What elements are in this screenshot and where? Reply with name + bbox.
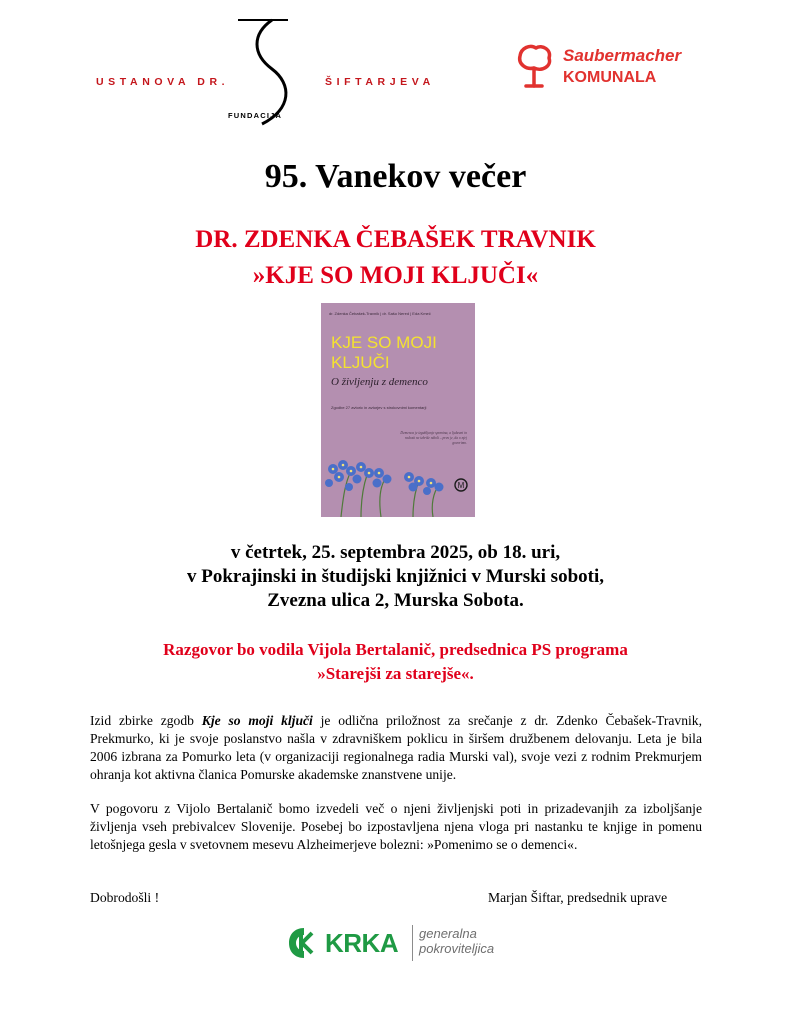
- ustanova-sub-text: FUNDACIJA: [228, 111, 283, 120]
- cover-quote: Demenca je izgubljanje spomina, a ljubezni in radosti ne izbriše nikoli – prav je, da o njej govorimo.: [400, 431, 467, 446]
- event-date: v četrtek, 25. septembra 2025, ob 18. uri,: [230, 542, 561, 563]
- krka-divider: [412, 925, 413, 961]
- event-title: 95. Vanekov večer: [264, 158, 527, 195]
- cover-authors: dr. Zdenka Čebašek-Travnik | dr. Sašo Nered | Eda Kmeč: [329, 311, 431, 316]
- saubermacher-sub: KOMUNALA: [563, 69, 657, 86]
- p1-intro: Izid zbirke zgodb: [90, 713, 202, 728]
- ustanova-j-mark-icon: [232, 14, 298, 126]
- krka-k-mark-icon: [288, 927, 320, 959]
- welcome-text: Dobrodošli !: [90, 890, 160, 905]
- saubermacher-logo: [512, 40, 712, 96]
- ustanova-logo: [92, 14, 482, 126]
- moderator-line2: »Starejši za starejše«.: [317, 664, 474, 683]
- cover-tagline: Zgodbe 27 avtoric in avtorjev s strokovnimi komentarji: [331, 405, 427, 410]
- moderator-info: [0, 638, 791, 686]
- body-paragraph-1: [90, 712, 702, 784]
- cover-title-line1: KJE SO MOJI: [331, 333, 437, 352]
- event-info: [0, 541, 791, 613]
- event-address: Zvezna ulica 2, Murska Sobota.: [267, 590, 524, 611]
- moderator-line1: Razgovor bo vodila Vijola Bertalanič, predsednica PS programa: [163, 640, 628, 659]
- ustanova-left-text: USTANOVA DR.: [96, 76, 230, 88]
- book-title: »KJE SO MOJI KLJUČI«: [252, 262, 539, 289]
- krka-sponsor-line2: pokroviteljica: [419, 941, 495, 956]
- ustanova-right-text: ŠIFTARJEVA: [325, 76, 435, 88]
- signature: Marjan Šiftar, predsednik uprave: [488, 890, 668, 905]
- publisher-mark: M: [457, 481, 465, 490]
- book-cover-image: [321, 303, 475, 517]
- cover-subtitle: O življenju z demenco: [331, 376, 428, 388]
- cover-title-line2: KLJUČI: [331, 353, 390, 372]
- body-paragraph-2: V pogovoru z Vijolo Bertalanič bomo izvedeli več o njeni življenjski poti in prizadevanjih za izboljšanje življenja vseh prebivalcev Slovenije. Posebej bo izpostavljena njena vloga pri nastanku te knjige in pomenu letošnjega gesla v svetovnem mesevu Alzheimerjeve bolezni: »Pomenimo se o demenci«.: [90, 801, 702, 852]
- p1-text: je odlična priložnost za srečanje z dr. Zdenko Čebašek-Travnik, Prekmurko, ki je svoje poslanstvo našla v zdravniškem poklicu in širšem družbenem delovanju. Leta je bila 2006 izbrana za Pomurko leta (v organizaciji regionalnega radia Murski val), svoje vezi z rodnim Prekmurjem ohranja kot aktivna članica Pomurske akademske znanstvene unije.: [90, 713, 702, 782]
- saubermacher-name: Saubermacher: [563, 46, 682, 65]
- krka-name: KRKA: [325, 928, 399, 958]
- forget-me-not-flowers-icon: [321, 443, 475, 517]
- krka-logo: [288, 925, 518, 961]
- event-venue: v Pokrajinski in študijski knjižnici v Murski soboti,: [186, 566, 605, 587]
- krka-sponsor-line1: generalna: [419, 926, 477, 941]
- author-name: DR. ZDENKA ČEBAŠEK TRAVNIK: [195, 226, 596, 253]
- saubermacher-tree-icon: [512, 42, 556, 90]
- p1-book-title: Kje so moji ključi: [201, 713, 313, 728]
